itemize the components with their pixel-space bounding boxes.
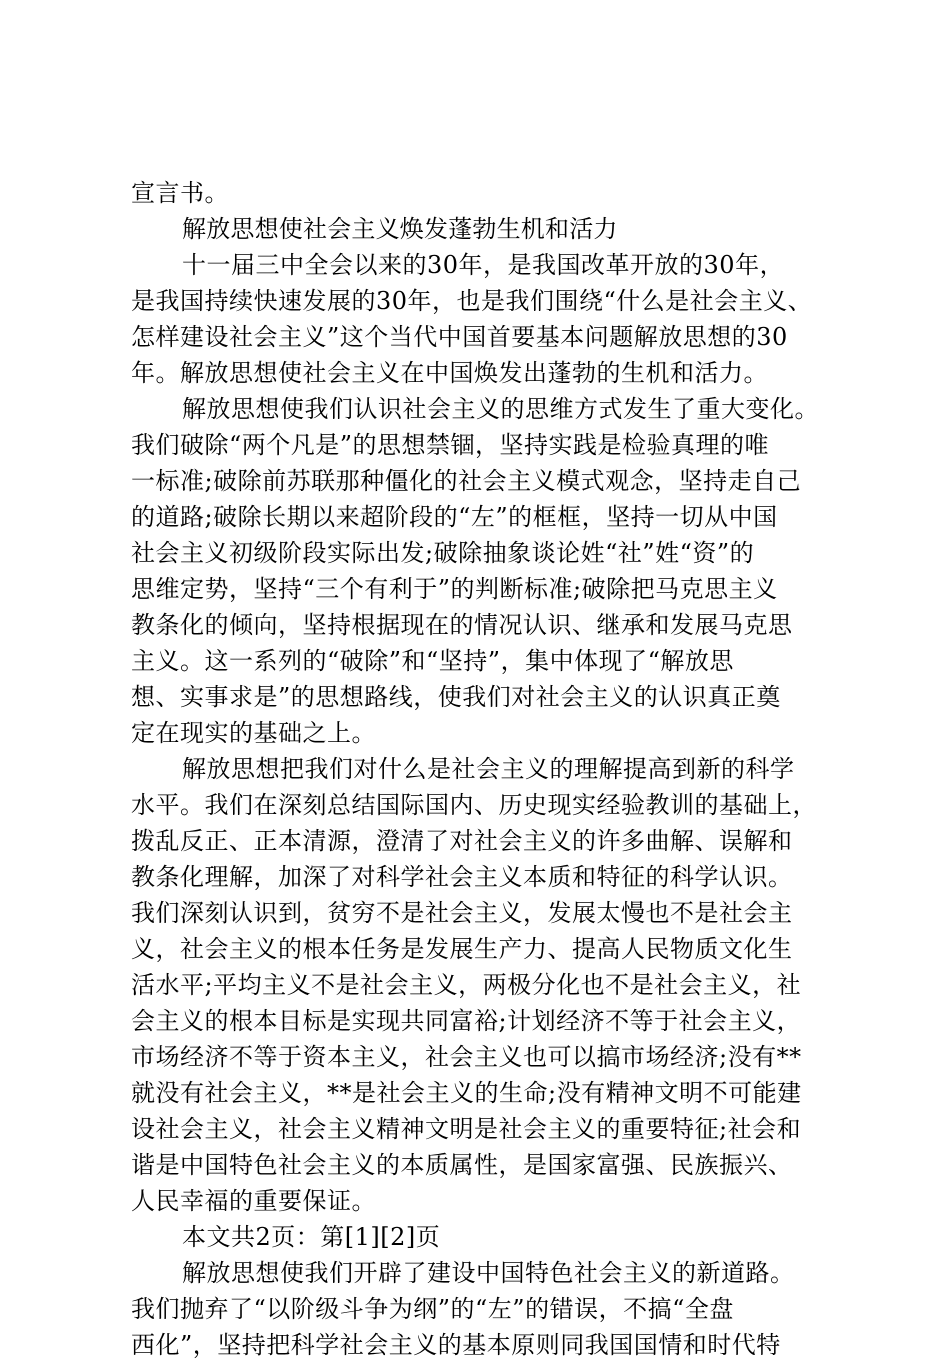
section-heading: 解放思想使社会主义焕发蓬勃生机和活力 <box>182 215 618 243</box>
text-line: 我们抛弃了“以阶级斗争为纲”的“左”的错误，不搞“全盘 <box>131 1295 734 1323</box>
text-line: 宣言书。 <box>131 179 229 207</box>
text-line: 义，社会主义的根本任务是发展生产力、提高人民物质文化生 <box>131 935 793 963</box>
text-line: 拨乱反正、正本清源，澄清了对社会主义的许多曲解、误解和 <box>131 827 793 855</box>
text-line: 我们深刻认识到，贫穷不是社会主义，发展太慢也不是社会主 <box>131 899 793 927</box>
text-line: 主义。这一系列的“破除”和“坚持”，集中体现了“解放思 <box>131 647 734 675</box>
text-line: 年。解放思想使社会主义在中国焕发出蓬勃的生机和活力。 <box>131 359 768 387</box>
text-line: 就没有社会主义，**是社会主义的生命;没有精神文明不可能建 <box>131 1079 802 1107</box>
text-line: 定在现实的基础之上。 <box>131 719 376 747</box>
text-line: 怎样建设社会主义”这个当代中国首要基本问题解放思想的30 <box>131 323 788 351</box>
text-line: 是我国持续快速发展的30年，也是我们围绕“什么是社会主义、 <box>131 287 813 315</box>
text-line: 十一届三中全会以来的30年，是我国改革开放的30年， <box>182 251 785 279</box>
text-line: 设社会主义，社会主义精神文明是社会主义的重要特征;社会和 <box>131 1115 802 1143</box>
text-line: 水平。我们在深刻总结国际国内、历史现实经验教训的基础上， <box>131 791 817 819</box>
text-line: 人民幸福的重要保证。 <box>131 1187 376 1215</box>
text-line: 会主义的根本目标是实现共同富裕;计划经济不等于社会主义， <box>131 1007 802 1035</box>
text-line: 解放思想把我们对什么是社会主义的理解提高到新的科学 <box>182 755 795 783</box>
text-line: 活水平;平均主义不是社会主义，两极分化也不是社会主义，社 <box>131 971 802 999</box>
text-line: 教条化的倾向，坚持根据现在的情况认识、继承和发展马克思 <box>131 611 793 639</box>
text-line: 我们破除“两个凡是”的思想禁锢，坚持实践是检验真理的唯 <box>131 431 770 459</box>
page-navigation-text: 本文共2页：第[1][2]页 <box>182 1223 441 1251</box>
text-line: 社会主义初级阶段实际出发;破除抽象谈论姓“社”姓“资”的 <box>131 539 755 567</box>
text-line: 谐是中国特色社会主义的本质属性，是国家富强、民族振兴、 <box>131 1151 793 1179</box>
text-line: 西化”，坚持把科学社会主义的基本原则同我国国情和时代特 <box>131 1331 781 1359</box>
text-line: 教条化理解，加深了对科学社会主义本质和特征的科学认识。 <box>131 863 793 891</box>
text-line: 思维定势，坚持“三个有利于”的判断标准;破除把马克思主义 <box>131 575 778 603</box>
text-line: 想、实事求是”的思想路线，使我们对社会主义的认识真正奠 <box>131 683 781 711</box>
text-line: 一标准;破除前苏联那种僵化的社会主义模式观念，坚持走自己 <box>131 467 802 495</box>
text-line: 解放思想使我们认识社会主义的思维方式发生了重大变化。 <box>182 395 819 423</box>
text-line: 的道路;破除长期以来超阶段的“左”的框框，坚持一切从中国 <box>131 503 778 531</box>
text-line: 市场经济不等于资本主义，社会主义也可以搞市场经济;没有** <box>131 1043 802 1071</box>
text-line: 解放思想使我们开辟了建设中国特色社会主义的新道路。 <box>182 1259 795 1287</box>
